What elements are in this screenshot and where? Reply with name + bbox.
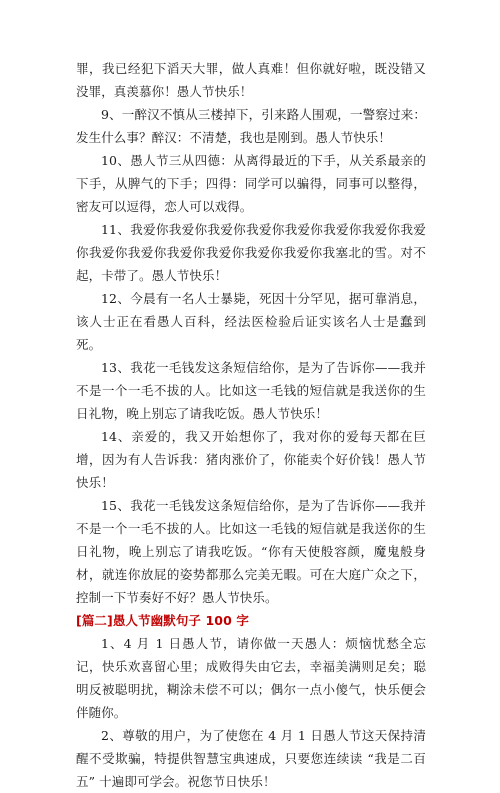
paragraph-12: 12、今晨有一名人士暴毙，死因十分罕见，据可靠消息，该人士正在看愚人百科，经法医检验后证实该名人士是蠢到死。 bbox=[76, 291, 426, 352]
paragraph-15: 15、我花一毛钱发这条短信给你，是为了告诉你——我并不是一个一毛不拔的人。比如这一毛钱的短信就是我送你的生日礼物，晚上别忘了请我吃饭。“你有天使般容颜，魔鬼般身材，就连你放屁的姿势都那么完美无暇。可在大庭广众之下，控制一下节奏好不好？愚人节快乐。 bbox=[76, 498, 426, 605]
paragraph-13: 13、我花一毛钱发这条短信给你，是为了告诉你——我并不是一个一毛不拔的人。比如这一毛钱的短信就是我送你的生日礼物，晚上别忘了请我吃饭。愚人节快乐！ bbox=[76, 360, 426, 421]
section-paragraph-1: 1、4 月 1 日愚人节，请你做一天愚人：烦恼忧愁全忘记，快乐欢喜留心里；成败得失由它去，幸福美满则足矣；聪明反被聪明扰，糊涂未偿不可以；偶尔一点小傻气，快乐便会伴随你。 bbox=[76, 636, 426, 720]
paragraph-11: 11、我爱你我爱你我爱你我爱你我爱你我爱你我爱你我爱你我爱你我爱你我爱你我爱你我爱你我爱你我塞北的雪。对不起，卡带了。愚人节快乐！ bbox=[76, 222, 426, 283]
paragraph-10: 10、愚人节三从四德：从离得最近的下手，从关系最亲的下手，从脾气的下手；四得：同学可以骗得，同事可以整得，密友可以逗得，恋人可以戏得。 bbox=[76, 153, 426, 214]
document-body bbox=[76, 57, 426, 793]
paragraph-8-continued: 罪，我已经犯下滔天大罪，做人真难！但你就好啦，既没错又没罪，真羡慕你！愚人节快乐！ bbox=[76, 61, 426, 99]
section-heading: [篇二]愚人节幽默句子 100 字 bbox=[76, 613, 249, 628]
section-paragraph-2: 2、尊敬的用户，为了使您在 4 月 1 日愚人节这天保持清醒不受欺骗，特提供智慧宝典速成，只要您连续读 “我是二百五” 十遍即可学会。祝您节日快乐！ bbox=[76, 728, 426, 789]
paragraph-14: 14、亲爱的，我又开始想你了，我对你的爱每天都在巨增，因为有人告诉我：猪肉涨价了，你能卖个好价钱！愚人节快乐！ bbox=[76, 429, 426, 490]
paragraph-9: 9、一醉汉不慎从三楼掉下，引来路人围观，一警察过来：发生什么事？醉汉：不清楚，我也是刚到。愚人节快乐！ bbox=[76, 107, 426, 145]
